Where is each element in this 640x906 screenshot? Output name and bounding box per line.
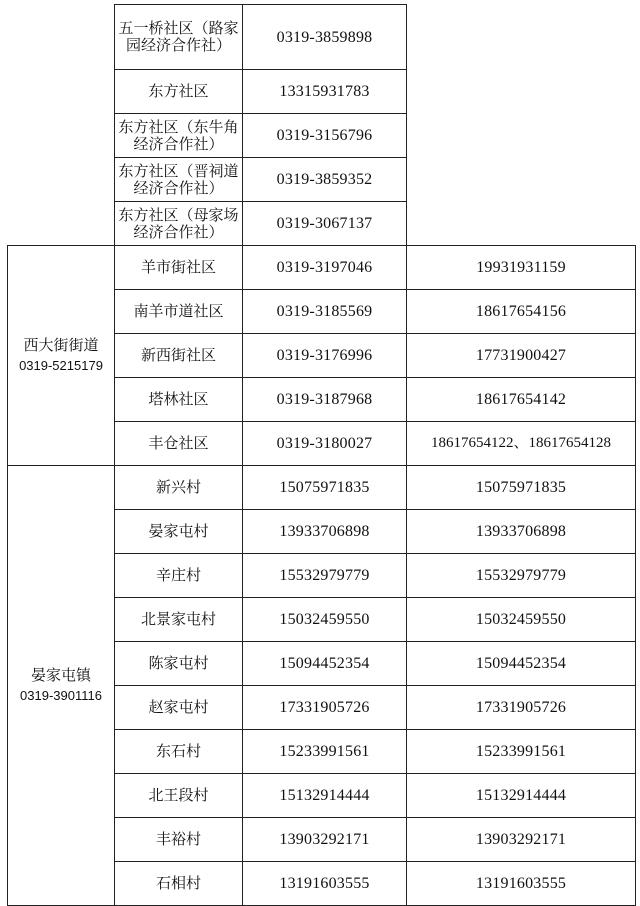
community-hotline: 15233991561 [407,730,636,774]
community-phone: 17331905726 [243,686,407,730]
community-phone: 0319-3197046 [243,246,407,290]
community-name: 晏家屯村 [115,510,243,554]
community-hotline: 18617654156 [407,290,636,334]
community-name: 陈家屯村 [115,642,243,686]
community-phone: 15132914444 [243,774,407,818]
community-name: 东方社区（东牛角经济合作社） [115,114,243,158]
community-phone: 13933706898 [243,510,407,554]
community-name: 新兴村 [115,466,243,510]
community-name: 北王段村 [115,774,243,818]
table-row [8,466,636,510]
community-hotline: 15075971835 [407,466,636,510]
community-hotline: 17331905726 [407,686,636,730]
community-phone: 0319-3185569 [243,290,407,334]
org-phone: 0319-5215179 [19,358,103,373]
contact-table [7,4,636,906]
community-phone: 15233991561 [243,730,407,774]
community-phone: 0319-3859898 [243,5,407,70]
community-hotline: 18617654142 [407,378,636,422]
community-name: 南羊市道社区 [115,290,243,334]
org-cell [8,246,115,466]
community-phone: 15032459550 [243,598,407,642]
table-row [8,5,636,70]
community-phone: 15094452354 [243,642,407,686]
community-name: 东方社区 [115,70,243,114]
community-hotline: 17731900427 [407,334,636,378]
community-hotline: 15532979779 [407,554,636,598]
org-name: 晏家屯镇 [30,666,91,684]
community-hotline: 15132914444 [407,774,636,818]
community-name: 东方社区（晋祠道经济合作社） [115,158,243,202]
community-phone: 15075971835 [243,466,407,510]
table-row [8,246,636,290]
community-phone: 13903292171 [243,818,407,862]
org-name: 西大街街道 [23,336,99,354]
community-name: 羊市街社区 [115,246,243,290]
community-name: 塔林社区 [115,378,243,422]
community-name: 新西街社区 [115,334,243,378]
community-name: 辛庄村 [115,554,243,598]
community-hotline: 13191603555 [407,862,636,906]
community-phone: 0319-3859352 [243,158,407,202]
hotline-cell-blank [407,5,636,246]
community-hotline: 15094452354 [407,642,636,686]
community-name: 东石村 [115,730,243,774]
org-cell-blank [8,5,115,246]
community-phone: 0319-3180027 [243,422,407,466]
community-hotline: 18617654122、18617654128 [407,422,636,466]
community-name: 赵家屯村 [115,686,243,730]
community-phone: 13315931783 [243,70,407,114]
community-phone: 0319-3156796 [243,114,407,158]
community-hotline: 13903292171 [407,818,636,862]
community-name: 丰裕村 [115,818,243,862]
community-hotline: 13933706898 [407,510,636,554]
community-name: 东方社区（母家场经济合作社） [115,202,243,246]
community-phone: 0319-3067137 [243,202,407,246]
community-hotline: 15032459550 [407,598,636,642]
org-phone: 0319-3901116 [20,688,102,703]
community-phone: 0319-3187968 [243,378,407,422]
org-cell [8,466,115,906]
community-phone: 15532979779 [243,554,407,598]
community-name: 丰仓社区 [115,422,243,466]
community-name: 北景家屯村 [115,598,243,642]
community-name: 石相村 [115,862,243,906]
community-phone: 0319-3176996 [243,334,407,378]
community-name: 五一桥社区（路家园经济合作社） [115,5,243,70]
community-hotline: 19931931159 [407,246,636,290]
community-phone: 13191603555 [243,862,407,906]
